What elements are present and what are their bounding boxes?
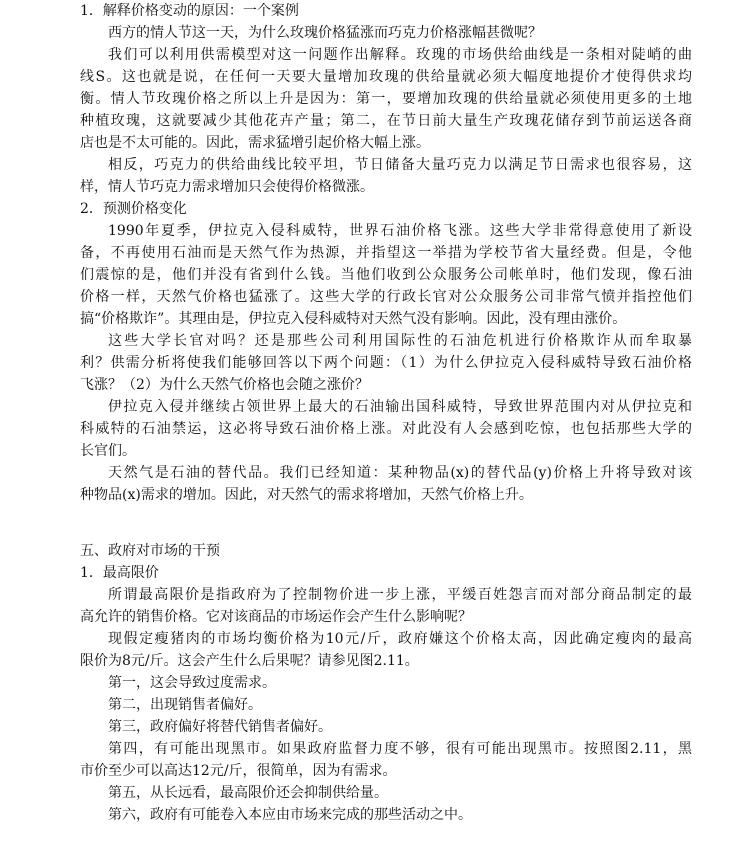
subsection-heading-price-ceiling: 1．最高限价 [80,565,159,581]
list-item: 第二，出现销售者偏好。 [108,697,262,713]
paragraph-line: 高允许的销售价格。它对该商品的市场运作会产生什么影响呢？ [80,609,472,625]
paragraph-line: 这些大学长官对吗？还是那些公司利用国际性的石油危机进行价格欺诈从而牟取暴 [108,333,692,349]
paragraph-line: 利？供需分析将使我们能够回答以下两个问题：（1）为什么伊拉克入侵科威特导致石油价格 [80,355,692,371]
paragraph-line: 价格一样，天然气价格也猛涨了。这些大学的行政长官对公众服务公司非常气愤并指控他们 [80,289,692,305]
paragraph-line: 们震惊的是，他们并没有省到什么钱。当他们收到公众服务公司帐单时，他们发现，像石油 [80,267,692,283]
list-item: 第四，有可能出现黑市。如果政府监督力度不够，很有可能出现黑市。按照图2.11，黑 [108,741,692,757]
paragraph-line: 店也是不太可能的。因此，需求猛增引起价格大幅上涨。 [80,135,430,151]
paragraph-line: 飞涨？（2）为什么天然气价格也会随之涨价？ [80,377,369,393]
list-item: 第一，这会导致过度需求。 [108,675,276,691]
paragraph-line: 限价为8元/斤。这会产生什么后果呢？请参见图2.11。 [80,653,419,669]
paragraph-line: 天然气是石油的替代品。我们已经知道：某种物品(x)的替代品(y)价格上升将导致对该 [108,465,692,481]
paragraph-line: 相反，巧克力的供给曲线比较平坦，节日储备大量巧克力以满足节日需求也很容易，这 [108,157,692,173]
paragraph-line: 线S。这也就是说，在任何一天要大量增加玫瑰的供给量就必须大幅度地提价才使得供求均 [80,69,692,85]
list-item: 第五，从长远看，最高限价还会抑制供给量。 [108,785,388,801]
paragraph-line: 西方的情人节这一天，为什么玫瑰价格猛涨而巧克力价格涨幅甚微呢？ [108,25,542,41]
paragraph-line: 衡。情人节玫瑰价格之所以上升是因为：第一，要增加玫瑰的供给量就必须使用更多的土地 [80,91,692,107]
paragraph-line: 样，情人节巧克力需求增加只会使得价格微涨。 [80,179,374,195]
paragraph-line: 种植玫瑰，这就要减少其他花卉产量；第二，在节日前大量生产玫瑰花储存到节前运送各商 [80,113,692,129]
paragraph-line: 备，不再使用石油而是天然气作为热源，并指望这一举措为学校节省大量经费。但是，令他 [80,245,692,261]
paragraph-line: 长官们。 [80,443,136,459]
paragraph-line: 我们可以利用供需模型对这一问题作出解释。玫瑰的市场供给曲线是一条相对陡峭的曲 [108,47,692,63]
paragraph-line: 所谓最高限价是指政府为了控制物价进一步上涨，平缓百姓怨言而对部分商品制定的最 [108,587,692,603]
subsection-heading-price-change-causes: 1．解释价格变动的原因：一个案例 [80,3,299,19]
list-item: 第六，政府有可能卷入本应由市场来完成的那些活动之中。 [108,807,472,823]
paragraph-line: 伊拉克入侵并继续占领世界上最大的石油输出国科威特，导致世界范围内对从伊拉克和 [108,399,692,415]
paragraph-line: 科威特的石油禁运，这必将导致石油价格上涨。对此没有人会感到吃惊，也包括那些大学的 [80,421,692,437]
paragraph-line: 搞“价格欺诈”。其理由是，伊拉克入侵科威特对天然气没有影响。因此，没有理由涨价。 [80,311,627,327]
list-item: 第三，政府偏好将替代销售者偏好。 [108,719,332,735]
paragraph-line: 现假定瘦猪肉的市场均衡价格为10元/斤，政府嫌这个价格太高，因此确定瘦肉的最高 [108,631,692,647]
paragraph-line: 1990年夏季，伊拉克入侵科威特，世界石油价格飞涨。这些大学非常得意使用了新设 [108,223,692,239]
subsection-heading-predict-price-change: 2．预测价格变化 [80,201,187,217]
section-heading-government-intervention: 五、政府对市场的干预 [80,543,220,559]
paragraph-line: 种物品(x)需求的增加。因此，对天然气的需求将增加，天然气价格上升。 [80,487,533,503]
paragraph-line: 市价至少可以高达12元/斤，很简单，因为有需求。 [80,763,397,779]
